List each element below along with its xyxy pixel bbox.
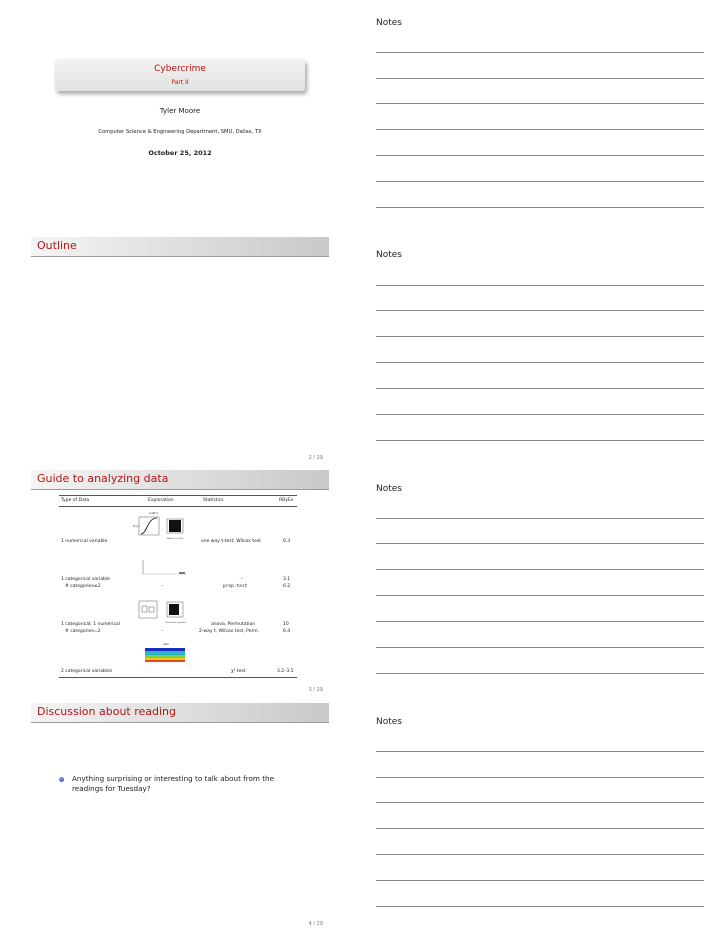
note-line: [376, 181, 704, 182]
row3-statistics-2: 2-way t, Wilcox test, Perm.: [199, 629, 260, 634]
mosaic-band: [145, 658, 185, 660]
note-line: [376, 103, 704, 104]
ecdf-ylabel: Fn(x): [133, 525, 140, 528]
row2-type-note: # categories≤2: [65, 584, 101, 589]
affiliation: Computer Science & Engineering Department, SMU, Dallas, TX: [98, 129, 262, 135]
qq-label: Normal Q-Q Plot: [167, 538, 184, 540]
box-label: Theoretical Quantiles: [165, 622, 187, 624]
slide-title: Outline: [37, 239, 77, 252]
box: [149, 607, 154, 612]
bullet-text: [72, 774, 274, 794]
table-rule: [59, 495, 297, 496]
page-number: 3 / 29: [308, 687, 323, 693]
slide-discussion: [31, 703, 329, 931]
table-rule: [59, 506, 297, 507]
date: October 25, 2012: [148, 149, 212, 157]
qq-blob: [169, 520, 181, 532]
row3-type-note: # categories=2: [65, 629, 101, 634]
note-line: [376, 52, 704, 53]
note-line: [376, 207, 704, 208]
row3-rbyex-2: 6.4: [283, 629, 291, 634]
note-line: [376, 802, 704, 803]
plot-frame: [139, 601, 157, 618]
note-line: [376, 906, 704, 907]
note-line: [376, 388, 704, 389]
note-line: [376, 285, 704, 286]
bullet-line: readings for Tuesday?: [72, 784, 151, 793]
header-type: Type of Data: [61, 498, 90, 503]
row2-type: 1 categorical variable: [61, 577, 110, 582]
bullet-line: Anything surprising or interesting to talk about from the: [72, 774, 275, 783]
presentation-subtitle: Part II: [171, 79, 189, 86]
presentation-title: Cybercrime: [154, 64, 206, 74]
row4-type: 2 categorical variables: [61, 669, 113, 674]
bar: [179, 572, 185, 574]
row1-rbyex: 6.3: [283, 539, 291, 544]
mosaic-band: [145, 660, 185, 662]
note-line: [376, 569, 704, 570]
row3-rbyex: 10: [283, 622, 289, 627]
slide-outline: [31, 237, 329, 465]
note-line: [376, 621, 704, 622]
note-line: [376, 595, 704, 596]
box: [142, 606, 147, 612]
note-line: [376, 518, 704, 519]
row3-statistics: anova, Permutation: [211, 622, 256, 627]
note-line: [376, 854, 704, 855]
slide-guide: [31, 470, 329, 698]
page-number: 2 / 29: [308, 455, 323, 461]
row4-statistics: χ² test: [231, 669, 246, 674]
author: Tyler Moore: [159, 107, 201, 115]
bullet-icon: [59, 777, 64, 782]
slide-title-bar: [31, 237, 329, 257]
header-rbyex: RByEx: [279, 498, 294, 503]
header-statistics: Statistics: [203, 498, 224, 503]
ecdf-plot-thumbnail: [131, 510, 191, 540]
note-line: [376, 828, 704, 829]
table-rule: [59, 677, 297, 678]
note-line: [376, 777, 704, 778]
note-line: [376, 362, 704, 363]
row4-rbyex: 3.2–3.5: [277, 669, 294, 674]
ecdf-title: ecdf(x): [149, 512, 158, 515]
notes-heading-1: Notes: [376, 18, 402, 28]
note-line: [376, 751, 704, 752]
qq-blob: [169, 604, 179, 615]
row2-rbyex-2: 6.2: [283, 584, 291, 589]
note-line: [376, 336, 704, 337]
mosaic-band: [145, 651, 185, 655]
plot-frame: [139, 517, 159, 535]
note-line: [376, 647, 704, 648]
notes-heading-2: Notes: [376, 250, 402, 260]
slide-title-page: [31, 52, 329, 222]
analysis-guide-table: [31, 470, 329, 698]
slide-title: Discussion about reading: [37, 705, 177, 718]
note-line: [376, 440, 704, 441]
note-line: [376, 880, 704, 881]
note-line: [376, 155, 704, 156]
slide-title-bar: [31, 703, 329, 723]
note-line: [376, 543, 704, 544]
slide-title: Guide to analyzing data: [37, 472, 169, 485]
note-line: [376, 78, 704, 79]
note-line: [376, 414, 704, 415]
row2-statistics: –: [241, 577, 244, 582]
row2-exploration: –: [161, 584, 164, 589]
mosaic-band: [145, 655, 185, 658]
row2-rbyex: 3.1: [283, 577, 291, 582]
title-box: [55, 59, 305, 91]
note-line: [376, 310, 704, 311]
row2-statistics-2: prop.test: [223, 584, 248, 589]
notes-heading-3: Notes: [376, 484, 402, 494]
bar-plot-thumbnail: [139, 558, 189, 580]
row1-statistics: one way t-test, Wilcox test: [201, 539, 261, 544]
page-number: 4 / 29: [308, 921, 323, 927]
note-line: [376, 129, 704, 130]
mosaic-plot-thumbnail: [143, 642, 187, 666]
boxplot-thumbnail: [131, 598, 191, 624]
notes-heading-4: Notes: [376, 717, 402, 727]
row3-exploration: –: [161, 629, 164, 634]
mosaic-title: data: [163, 643, 169, 646]
note-line: [376, 673, 704, 674]
ecdf-curve: [141, 518, 157, 534]
row3-type: 1 categorical; 1 numerical: [61, 622, 120, 627]
header-exploration: Exploration: [148, 498, 174, 503]
row1-type: 1 numerical variable: [61, 539, 108, 544]
